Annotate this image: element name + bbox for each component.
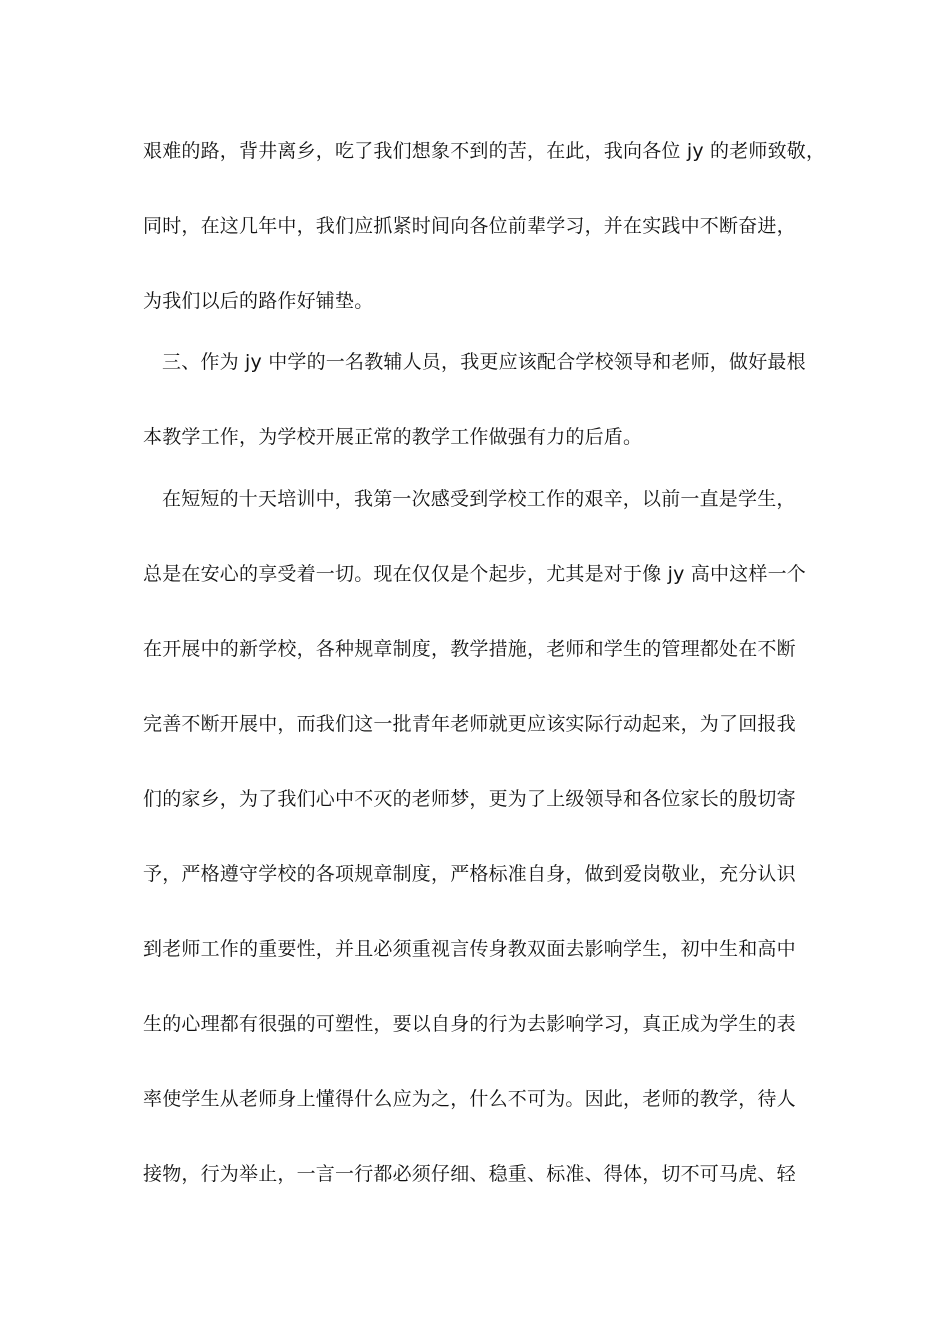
text-line: 完善不断开展中，而我们这一批青年老师就更应该实际行动起来，为了回报我	[143, 713, 796, 735]
text-line: 艰难的路，背井离乡，吃了我们想象不到的苦，在此，我向各位 jy 的老师致敬，	[143, 140, 826, 162]
text-line: 到老师工作的重要性，并且必须重视言传身教双面去影响学生，初中生和高中	[143, 938, 796, 960]
text-line: 生的心理都有很强的可塑性，要以自身的行为去影响学习，真正成为学生的表	[143, 1013, 796, 1035]
text-line: 本教学工作，为学校开展正常的教学工作做强有力的后盾。	[143, 426, 643, 448]
text-line: 总是在安心的享受着一切。现在仅仅是个起步，尤其是对于像 jy 高中这样一个	[143, 563, 807, 585]
text-line: 接物，行为举止，一言一行都必须仔细、稳重、标准、得体，切不可马虎、轻	[143, 1163, 796, 1185]
text-line: 率使学生从老师身上懂得什么应为之，什么不可为。因此，老师的教学，待人	[143, 1088, 796, 1110]
text-line: 们的家乡，为了我们心中不灭的老师梦，更为了上级领导和各位家长的殷切寄	[143, 788, 796, 810]
text-line: 为我们以后的路作好铺垫。	[143, 290, 374, 312]
text-line: 予，严格遵守学校的各项规章制度，严格标准自身，做到爱岗敬业，充分认识	[143, 863, 796, 885]
text-line: 三、作为 jy 中学的一名教辅人员，我更应该配合学校领导和老师，做好最根	[162, 351, 806, 373]
text-line: 在短短的十天培训中，我第一次感受到学校工作的艰辛，以前一直是学生，	[162, 488, 796, 510]
text-line: 同时，在这几年中，我们应抓紧时间向各位前辈学习，并在实践中不断奋进，	[143, 215, 796, 237]
text-line: 在开展中的新学校，各种规章制度，教学措施，老师和学生的管理都处在不断	[143, 638, 796, 660]
